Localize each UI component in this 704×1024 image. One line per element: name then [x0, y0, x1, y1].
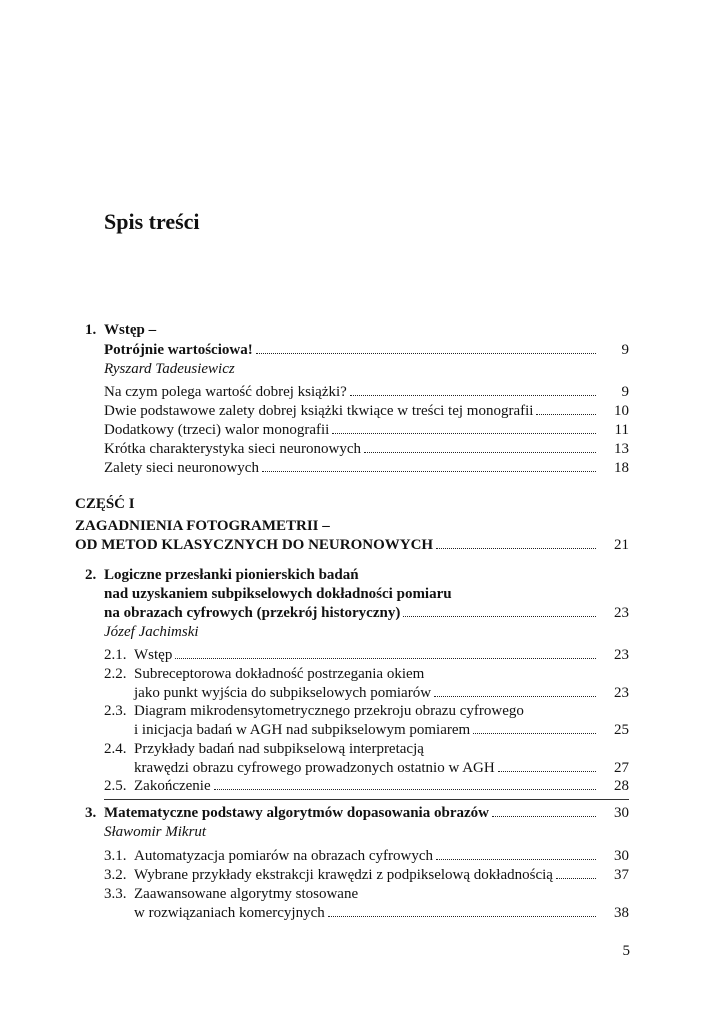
section-number: 2.1.	[104, 647, 127, 663]
page-ref: 30	[614, 805, 629, 821]
chapter-2-heading-line2: nad uzyskaniem subpikselowych dokładności pomiaru	[104, 586, 452, 602]
dot-leader	[175, 658, 596, 659]
page-title: Spis treści	[104, 209, 200, 234]
entry-title: Na czym polega wartość dobrej książki?	[104, 384, 347, 400]
part-title-entry[interactable]	[75, 535, 599, 555]
entry-title-line2: w rozwiązaniach komercyjnych	[134, 905, 325, 921]
entry-title: Automatyzacja pomiarów na obrazach cyfrowych	[134, 848, 434, 864]
chapter-1-title: Potrójnie wartościowa!	[104, 342, 253, 358]
dot-leader	[473, 733, 596, 734]
chapter-2-heading-entry[interactable]	[104, 603, 599, 623]
chapter-3-number: 3.	[85, 805, 97, 821]
entry-title-line1: Zaawansowane algorytmy stosowane	[134, 886, 359, 902]
page-ref: 10	[614, 403, 629, 419]
dot-leader	[434, 696, 596, 697]
page-ref: 27	[614, 760, 629, 776]
page-ref: 25	[614, 722, 629, 738]
toc-entry[interactable]	[104, 382, 599, 402]
toc-entry[interactable]	[134, 758, 599, 778]
chapter-3-heading: Matematyczne podstawy algorytmów dopasowania obrazów	[104, 805, 489, 821]
page-ref: 38	[614, 905, 629, 921]
entry-title-line2: jako punkt wyjścia do subpikselowych pomiarów	[134, 685, 432, 701]
page-ref: 11	[614, 422, 629, 438]
chapter-1-author: Ryszard Tadeusiewicz	[104, 361, 235, 377]
chapter-2-heading-line3: na obrazach cyfrowych (przekrój historyczny)	[104, 605, 401, 621]
section-number: 2.3.	[104, 703, 127, 719]
entry-title: Dodatkowy (trzeci) walor monografii	[104, 422, 330, 438]
section-number: 2.5.	[104, 778, 127, 794]
dot-leader	[256, 353, 596, 354]
page-ref: 9	[621, 342, 629, 358]
part-title-line2: OD METOD KLASYCZNYCH DO NEURONOWYCH	[75, 537, 434, 553]
dot-leader	[492, 816, 596, 817]
page-ref: 23	[614, 685, 629, 701]
section-number: 3.3.	[104, 886, 127, 902]
toc-entry[interactable]	[104, 458, 599, 478]
entry-title: Wybrane przykłady ekstrakcji krawędzi z podpikselową dokładnością	[134, 867, 553, 883]
part-title-line1: ZAGADNIENIA FOTOGRAMETRII –	[75, 518, 330, 534]
page-ref: 9	[621, 384, 629, 400]
chapter-3-author: Sławomir Mikrut	[104, 824, 207, 840]
page-ref: 23	[614, 647, 629, 663]
entry-title-line2: i inicjacja badań w AGH nad subpikselowym pomiarem	[134, 722, 471, 738]
toc-entry[interactable]	[134, 720, 599, 740]
dot-leader	[332, 433, 596, 434]
toc-entry[interactable]	[104, 439, 599, 459]
entry-title: Krótka charakterystyka sieci neuronowych	[104, 441, 361, 457]
toc-entry[interactable]	[134, 903, 599, 923]
page-ref: 13	[614, 441, 629, 457]
chapter-1-number: 1.	[85, 322, 97, 338]
chapter-3-heading-entry[interactable]	[104, 803, 599, 823]
toc-entry[interactable]	[134, 865, 599, 885]
entry-title-line1: Przykłady badań nad subpikselową interpretacją	[134, 741, 424, 757]
dot-leader	[328, 916, 596, 917]
page-ref: 30	[614, 848, 629, 864]
section-number: 3.2.	[104, 867, 127, 883]
section-number: 2.2.	[104, 666, 127, 682]
dot-leader	[403, 616, 596, 617]
chapter-2-heading-line1: Logiczne przesłanki pionierskich badań	[104, 567, 359, 583]
dot-leader	[536, 414, 596, 415]
toc-entry[interactable]	[104, 401, 599, 421]
entry-title: Dwie podstawowe zalety dobrej książki tkwiące w treści tej monografii	[104, 403, 534, 419]
page-ref: 23	[614, 605, 629, 621]
dot-leader	[364, 452, 596, 453]
entry-title: Zakończenie	[134, 778, 211, 794]
page-ref: 21	[614, 537, 629, 553]
section-number: 3.1.	[104, 848, 127, 864]
dot-leader	[436, 548, 596, 549]
section-divider	[104, 799, 629, 800]
section-number: 2.4.	[104, 741, 127, 757]
entry-title-line1: Diagram mikrodensytometrycznego przekroju obrazu cyfrowego	[134, 703, 524, 719]
dot-leader	[214, 789, 596, 790]
toc-entry[interactable]	[134, 645, 599, 665]
page-ref: 37	[614, 867, 629, 883]
toc-entry[interactable]	[134, 683, 599, 703]
chapter-2-author: Józef Jachimski	[104, 624, 199, 640]
page-ref: 18	[614, 460, 629, 476]
chapter-2-number: 2.	[85, 567, 97, 583]
part-label: CZĘŚĆ I	[75, 496, 135, 512]
dot-leader	[498, 771, 596, 772]
toc-entry[interactable]	[134, 846, 599, 866]
entry-title: Wstęp	[134, 647, 173, 663]
chapter-1-heading: Wstęp –	[104, 322, 157, 338]
page-ref: 28	[614, 778, 629, 794]
entry-title-line1: Subreceptorowa dokładność postrzegania okiem	[134, 666, 425, 682]
dot-leader	[436, 859, 596, 860]
entry-title: Zalety sieci neuronowych	[104, 460, 259, 476]
dot-leader	[350, 395, 596, 396]
dot-leader	[262, 471, 596, 472]
chapter-1-heading-entry[interactable]	[104, 340, 599, 360]
entry-title-line2: krawędzi obrazu cyfrowego prowadzonych ostatnio w AGH	[134, 760, 495, 776]
page-number: 5	[622, 943, 630, 959]
toc-entry[interactable]	[104, 420, 599, 440]
toc-entry[interactable]	[134, 776, 599, 796]
